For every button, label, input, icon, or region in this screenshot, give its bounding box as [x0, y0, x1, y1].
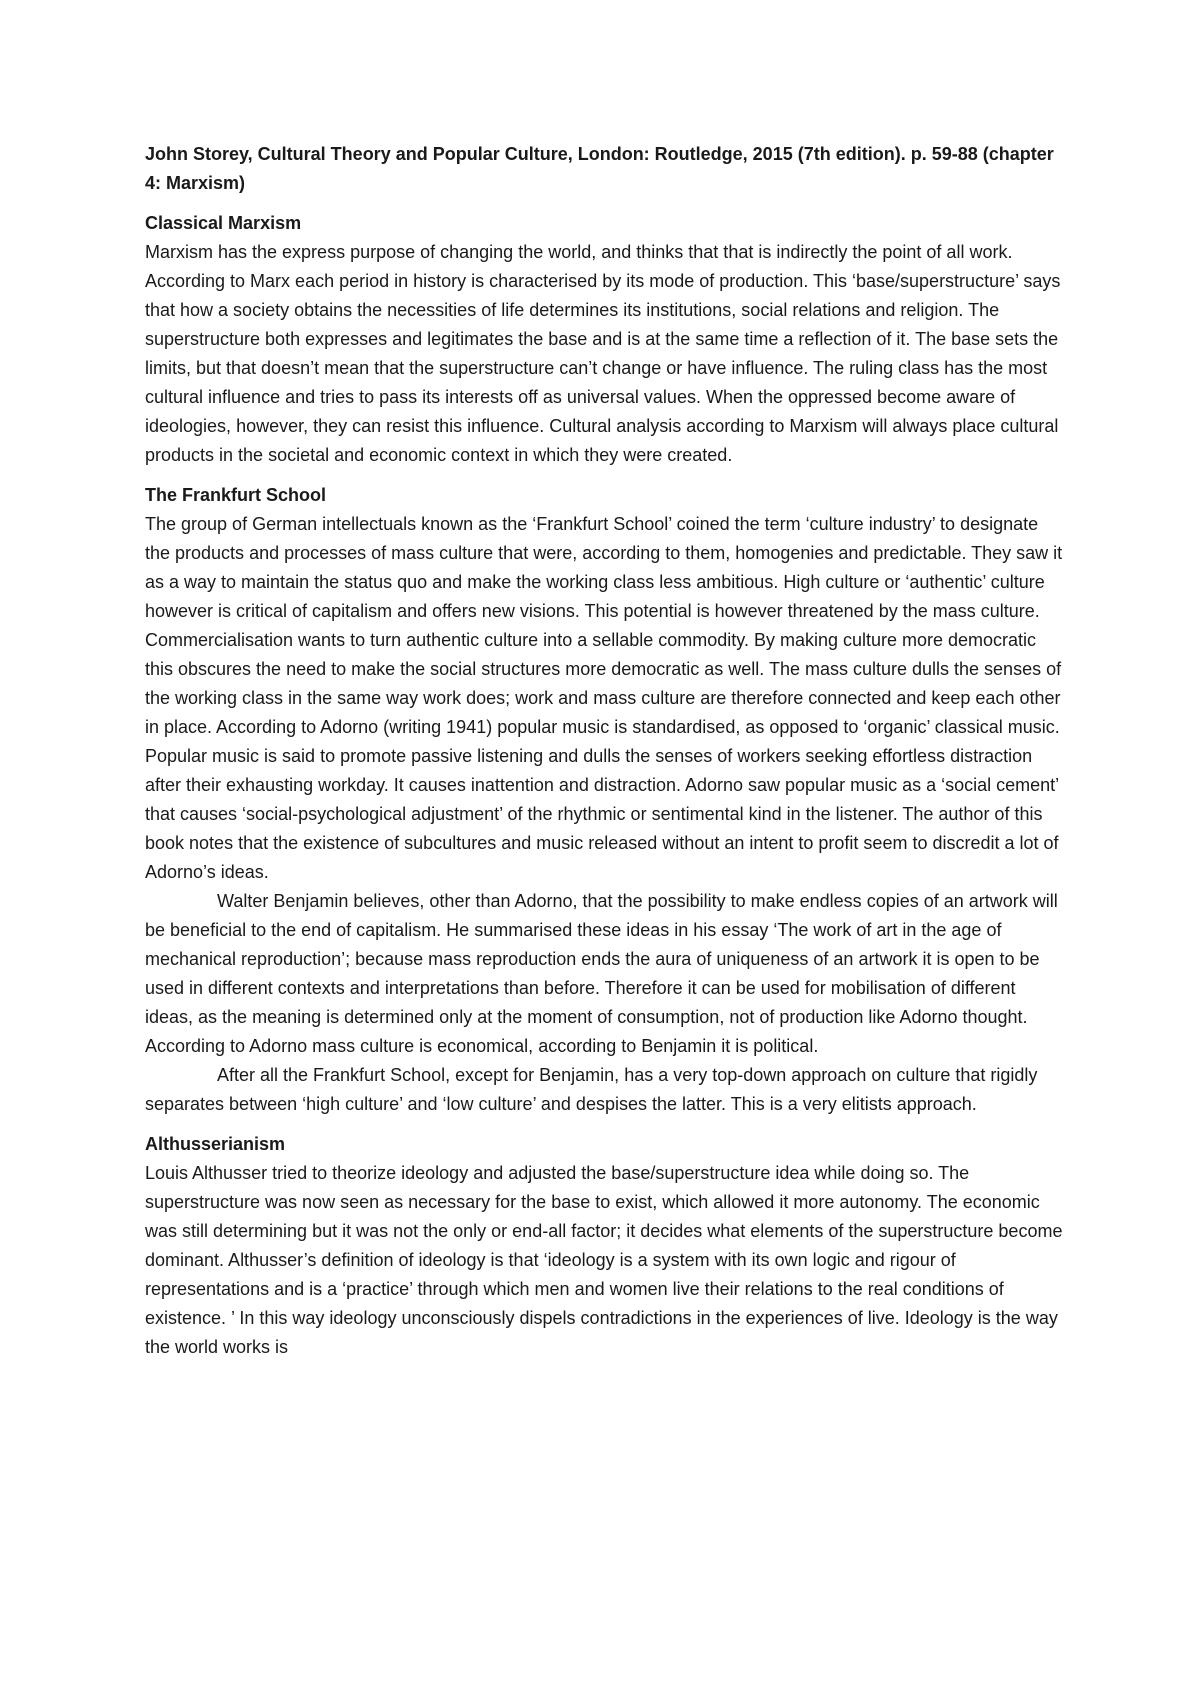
- section-frankfurt-school: [145, 481, 1065, 1119]
- paragraph: Marxism has the express purpose of changing the world, and thinks that that is indirectly the point of all work. According to Marx each period in history is characterised by its mode of production. This ‘base/superstructure’ says that how a society obtains the necessities of life determines its institutions, social relations and religion. The superstructure both expresses and legitimates the base and is at the same time a reflection of it. The base sets the limits, but that doesn’t mean that the superstructure can’t change or have influence. The ruling class has the most cultural influence and tries to pass its interests off as universal values. When the oppressed become aware of ideologies, however, they can resist this influence. Cultural analysis according to Marxism will always place cultural products in the societal and economic context in which they were created.: [145, 242, 1061, 465]
- paragraph: Walter Benjamin believes, other than Adorno, that the possibility to make endless copies of an artwork will be beneficial to the end of capitalism. He summarised these ideas in his essay ‘The work of art in the age of mechanical reproduction’; because mass reproduction ends the aura of uniqueness of an artwork it is open to be used in different contexts and interpretations than before. Therefore it can be used for mobilisation of different ideas, as the meaning is determined only at the moment of consumption, not of production like Adorno thought. According to Adorno mass culture is economical, according to Benjamin it is political.: [145, 891, 1058, 1056]
- paragraph: The group of German intellectuals known as the ‘Frankfurt School’ coined the term ‘culture industry’ to designate the products and processes of mass culture that were, according to them, homogenies and predictable. They saw it as a way to maintain the status quo and make the working class less ambitious. High culture or ‘authentic’ culture however is critical of capitalism and offers new visions. This potential is however threatened by the mass culture. Commercialisation wants to turn authentic culture into a sellable commodity. By making culture more democratic this obscures the need to make the social structures more democratic as well. The mass culture dulls the senses of the working class in the same way work does; work and mass culture are therefore connected and keep each other in place. According to Adorno (writing 1941) popular music is standardised, as opposed to ‘organic’ classical music. Popular music is said to promote passive listening and dulls the senses of workers seeking effortless distraction after their exhausting workday. It causes inattention and distraction. Adorno saw popular music as a ‘social cement’ that causes ‘social-psychological adjustment’ of the rhythmic or sentimental kind in the listener. The author of this book notes that the existence of subcultures and music released without an intent to profit seem to discredit a lot of Adorno’s ideas.: [145, 514, 1063, 882]
- section-heading: The Frankfurt School: [145, 485, 327, 505]
- document-body: [145, 140, 1065, 1373]
- section-classical-marxism: [145, 209, 1065, 470]
- section-althusserianism: [145, 1130, 1065, 1362]
- paragraph: After all the Frankfurt School, except for Benjamin, has a very top-down approach on culture that rigidly separates between ‘high culture’ and ‘low culture’ and despises the latter. This is a very elitists approach.: [145, 1065, 1038, 1114]
- citation-header: John Storey, Cultural Theory and Popular Culture, London: Routledge, 2015 (7th edition). p. 59-88 (chapter 4: Marxism): [145, 144, 1054, 193]
- section-heading: Althusserianism: [145, 1134, 286, 1154]
- paragraph: Louis Althusser tried to theorize ideology and adjusted the base/superstructure idea while doing so. The superstructure was now seen as necessary for the base to exist, which allowed it more autonomy. The economic was still determining but it was not the only or end-all factor; it decides what elements of the superstructure become dominant. Althusser’s definition of ideology is that ‘ideology is a system with its own logic and rigour of representations and is a ‘practice’ through which men and women live their relations to the real conditions of existence. ’ In this way ideology unconsciously dispels contradictions in the experiences of live. Ideology is the way the world works is: [145, 1163, 1063, 1357]
- section-heading: Classical Marxism: [145, 213, 302, 233]
